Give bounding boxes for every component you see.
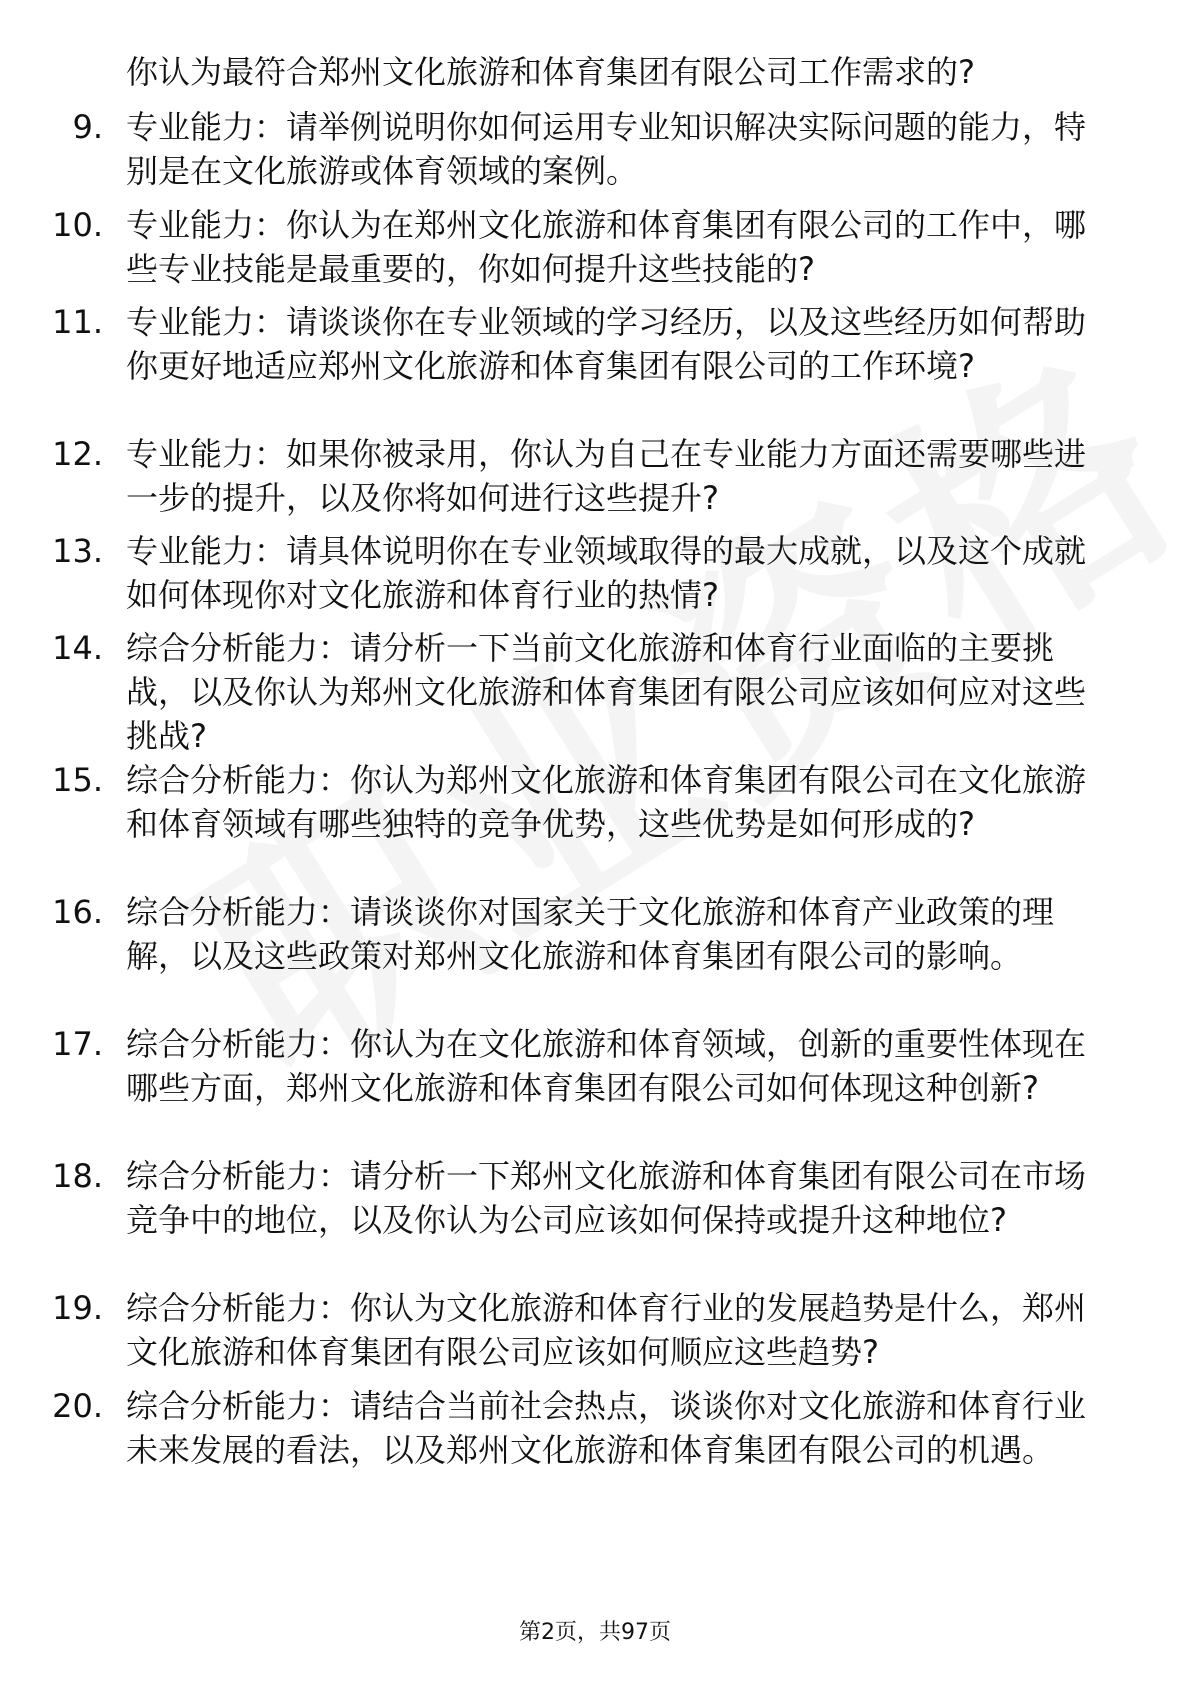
- question-number: 15.: [52, 761, 103, 799]
- question-number: 11.: [52, 303, 103, 341]
- question-text: 专业能力：你认为在郑州文化旅游和体育集团有限公司的工作中，哪些专业技能是最重要的，你如何提升这些技能的?: [126, 206, 1087, 288]
- question-number: 13.: [52, 532, 103, 570]
- question-number: 20.: [52, 1387, 103, 1425]
- question-text: 综合分析能力：请谈谈你对国家关于文化旅游和体育产业政策的理解，以及这些政策对郑州文化旅游和体育集团有限公司的影响。: [126, 893, 1055, 975]
- question-number: 19.: [52, 1289, 103, 1327]
- question-number: 16.: [52, 893, 103, 931]
- question-text: 专业能力：请举例说明你如何运用专业知识解决实际问题的能力，特别是在文化旅游或体育领域的案例。: [126, 108, 1087, 190]
- question-text: 专业能力：请谈谈你在专业领域的学习经历，以及这些经历如何帮助你更好地适应郑州文化旅游和体育集团有限公司的工作环境?: [126, 303, 1087, 385]
- question-number: 10.: [52, 206, 103, 244]
- question-text: 专业能力：如果你被录用，你认为自己在专业能力方面还需要哪些进一步的提升，以及你将如何进行这些提升?: [126, 435, 1087, 517]
- question-text: 综合分析能力：请结合当前社会热点，谈谈你对文化旅游和体育行业未来发展的看法，以及郑州文化旅游和体育集团有限公司的机遇。: [126, 1387, 1087, 1469]
- question-text: 综合分析能力：你认为文化旅游和体育行业的发展趋势是什么，郑州文化旅游和体育集团有限公司应该如何顺应这些趋势?: [126, 1289, 1087, 1371]
- page-number-footer: 第2页，共97页: [519, 1620, 671, 1645]
- question-number: 12.: [52, 435, 103, 473]
- question-number: 17.: [52, 1025, 103, 1063]
- question-number: 18.: [52, 1157, 103, 1195]
- question-number: 9.: [72, 108, 103, 146]
- question-text: 综合分析能力：你认为郑州文化旅游和体育集团有限公司在文化旅游和体育领域有哪些独特的竞争优势，这些优势是如何形成的?: [126, 761, 1087, 843]
- question-text: 综合分析能力：请分析一下郑州文化旅游和体育集团有限公司在市场竞争中的地位，以及你认为公司应该如何保持或提升这种地位?: [126, 1157, 1087, 1239]
- continued-question-line: 你认为最符合郑州文化旅游和体育集团有限公司工作需求的?: [126, 53, 975, 91]
- question-text: 综合分析能力：请分析一下当前文化旅游和体育行业面临的主要挑战，以及你认为郑州文化旅游和体育集团有限公司应该如何应对这些挑战?: [126, 629, 1087, 755]
- question-text: 综合分析能力：你认为在文化旅游和体育领域，创新的重要性体现在哪些方面，郑州文化旅游和体育集团有限公司如何体现这种创新?: [126, 1025, 1087, 1107]
- question-number: 14.: [52, 629, 103, 667]
- question-text: 专业能力：请具体说明你在专业领域取得的最大成就，以及这个成就如何体现你对文化旅游和体育行业的热情?: [126, 532, 1087, 614]
